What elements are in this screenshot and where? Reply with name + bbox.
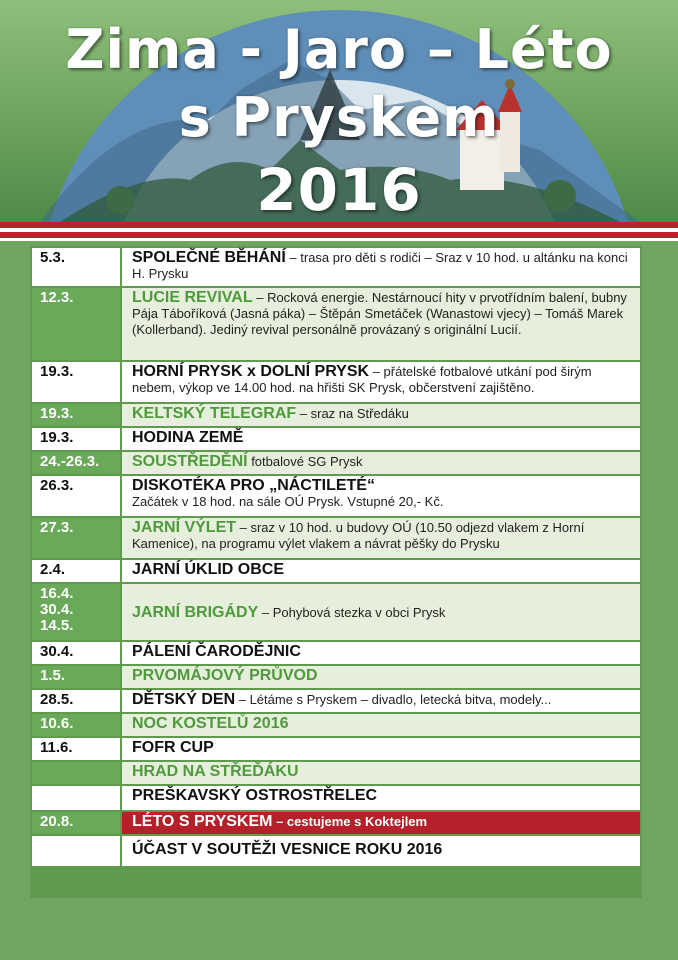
- event-date: 5.3.: [32, 248, 120, 286]
- event-title: SOUSTŘEDĚNÍ: [132, 453, 248, 470]
- event-row: [32, 666, 640, 688]
- event-title: FOFR CUP: [132, 739, 214, 756]
- event-date: 28.5.: [32, 690, 120, 712]
- event-date: 27.3.: [32, 518, 120, 558]
- event-row: [32, 518, 640, 558]
- event-description: – sraz na Středáku: [296, 406, 409, 421]
- event-date: 20.8.: [32, 812, 120, 834]
- white-stripe: [0, 238, 678, 241]
- event-title: DISKOTÉKA PRO „NÁCTILETÉ“: [132, 477, 375, 494]
- event-row: [32, 714, 640, 736]
- event-title: ÚČAST V SOUTĚŽI VESNICE ROKU 2016: [132, 841, 443, 858]
- event-date: 30.4.: [32, 642, 120, 664]
- event-row: [32, 762, 640, 784]
- event-description: – cestujeme s Koktejlem: [272, 814, 428, 829]
- event-date: 19.3.: [32, 428, 120, 450]
- event-title: PREŠKAVSKÝ OSTROSTŘELEC: [132, 787, 378, 804]
- event-row: [32, 404, 640, 426]
- title-line-2: s Pryskem: [178, 86, 500, 149]
- event-title: PÁLENÍ ČARODĚJNIC: [132, 643, 301, 660]
- event-date: [32, 836, 120, 866]
- event-title: LÉTO S PRYSKEM: [132, 813, 273, 830]
- event-description: – sraz v 10 hod. u budovy OÚ (10.50 odjezd vlakem z Horní Kamenice), na programu výlet vlakem a návrat pěšky do Prysku: [132, 520, 585, 551]
- event-date: 12.3.: [32, 288, 120, 360]
- title-line-3: 2016: [256, 156, 422, 222]
- event-date: 11.6.: [32, 738, 120, 760]
- event-row: [32, 288, 640, 360]
- event-title: JARNÍ ÚKLID OBCE: [132, 561, 285, 578]
- event-schedule-table: [30, 246, 642, 898]
- event-description: – trasa pro děti s rodiči – Sraz v 10 hod. u altánku na konci H. Prysku: [132, 250, 628, 281]
- event-title: NOC KOSTELŮ 2016: [132, 715, 289, 732]
- event-row: [32, 452, 640, 474]
- event-date: 26.3.: [32, 476, 120, 516]
- event-date: 24.-26.3.: [32, 452, 120, 474]
- event-description: Začátek v 18 hod. na sále OÚ Prysk. Vstupné 20,- Kč.: [132, 494, 444, 509]
- event-row: [32, 812, 640, 834]
- event-date: 19.3.: [32, 404, 120, 426]
- event-description: – Létáme s Pryskem – divadlo, letecká bitva, modely...: [235, 692, 552, 707]
- event-date: 10.6.: [32, 714, 120, 736]
- event-row: [32, 738, 640, 760]
- event-row: [32, 642, 640, 664]
- event-description: – přátelské fotbalové utkání pod širým nebem, výkop ve 14.00 hod. na hřišti SK Prysk, občerstvení zajištěno.: [132, 364, 592, 395]
- event-title: LUCIE REVIVAL: [132, 289, 253, 306]
- event-row: [32, 560, 640, 582]
- event-row: [32, 476, 640, 516]
- event-row: [32, 690, 640, 712]
- event-title: JARNÍ VÝLET: [132, 519, 237, 536]
- event-date: 16.4. 30.4. 14.5.: [32, 584, 120, 640]
- event-date: 2.4.: [32, 560, 120, 582]
- event-row: [32, 786, 640, 810]
- event-title: PRVOMÁJOVÝ PRŮVOD: [132, 667, 318, 684]
- event-title: HRAD NA STŘEĎÁKU: [132, 763, 299, 780]
- event-date: [32, 786, 120, 810]
- event-title: DĚTSKÝ DEN: [132, 691, 236, 708]
- event-row: [32, 362, 640, 402]
- event-date: [32, 762, 120, 784]
- event-title: HORNÍ PRYSK x DOLNÍ PRYSK: [132, 363, 370, 380]
- event-title: JARNÍ BRIGÁDY: [132, 604, 259, 621]
- event-row: [32, 428, 640, 450]
- event-description: – Rocková energie. Nestárnoucí hity v prvotřídním balení, bubny Pája Táboříková (Jasná páka) – Štěpán Smetáček (Wanastowi vjecy) – Tomáš Marek (Kollerband). Jediný revival personálně provázaný s originální Lucií.: [132, 290, 627, 337]
- event-description: fotbalové SG Prysk: [247, 454, 363, 469]
- event-row: [32, 584, 640, 640]
- title-line-1: Zima - Jaro – Léto: [65, 18, 613, 81]
- event-title: SPOLEČNÉ BĚHÁNÍ: [132, 249, 286, 266]
- event-description: – Pohybová stezka v obci Prysk: [258, 605, 446, 620]
- event-date: 1.5.: [32, 666, 120, 688]
- event-row: [32, 248, 640, 286]
- header-banner: [0, 0, 678, 222]
- event-row: [32, 836, 640, 866]
- event-date: 19.3.: [32, 362, 120, 402]
- event-title: HODINA ZEMĚ: [132, 429, 244, 446]
- event-title: KELTSKÝ TELEGRAF: [132, 405, 297, 422]
